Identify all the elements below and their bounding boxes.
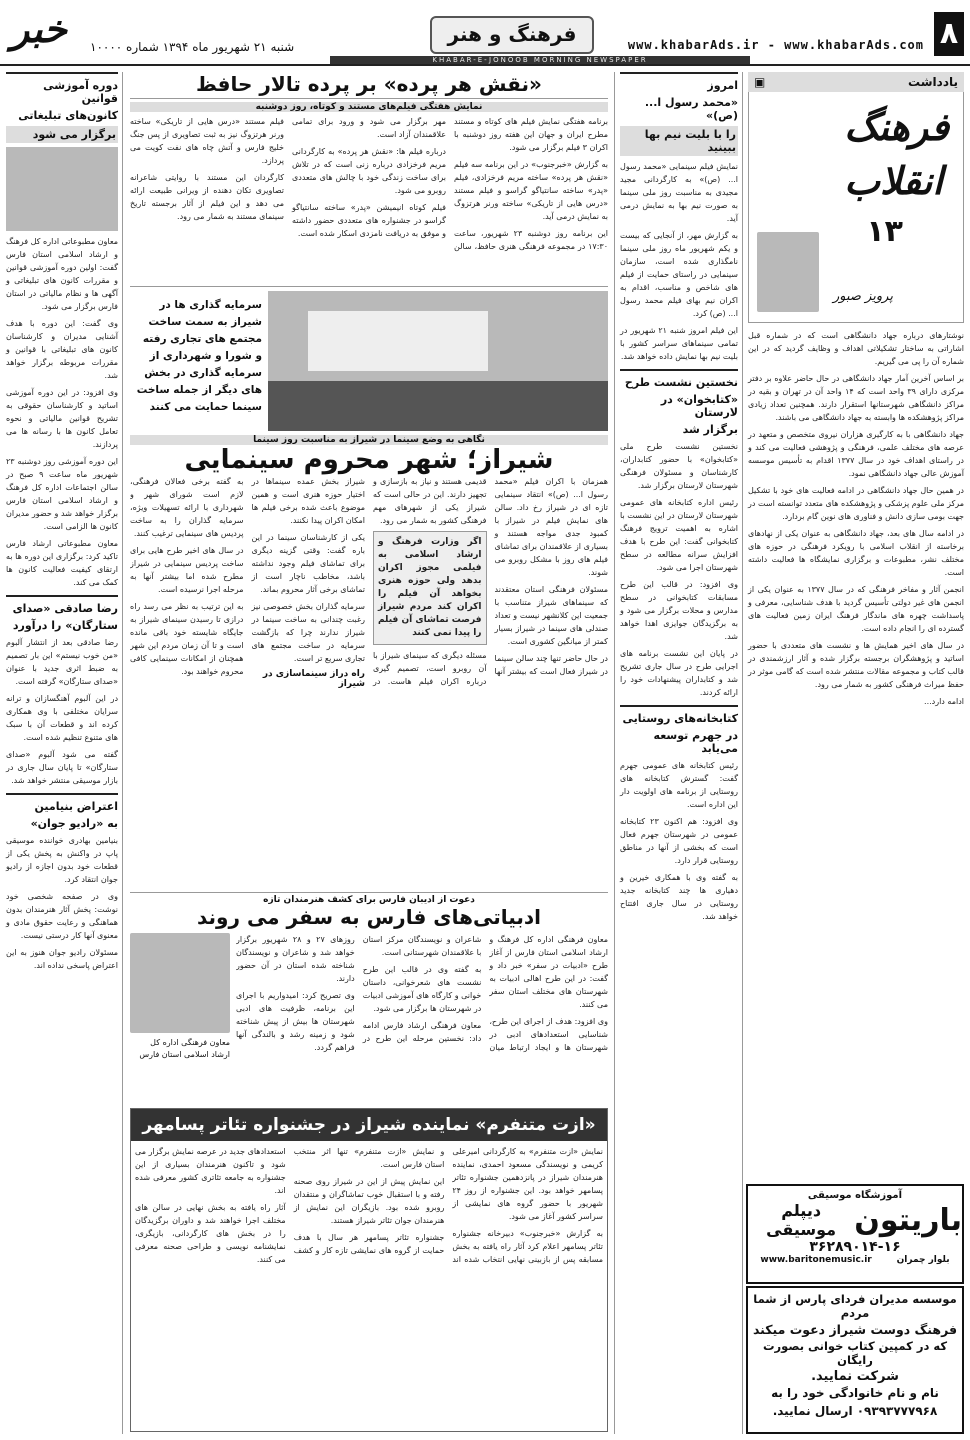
- story-reza-sadeghi: [6, 595, 118, 787]
- paragraph: نمایش فیلم سینمایی «محمد رسول ا... (ص)» به کارگردانی مجید مجیدی به مناسبت روز ملی سینما به صورت نیم بها به نمایش درمی آید.: [620, 162, 738, 223]
- note-icon: ▣: [754, 75, 766, 89]
- author-photo: [757, 232, 819, 312]
- story-rural-libraries: [620, 705, 738, 923]
- paragraph: رئیس اداره کتابخانه های عمومی شهرستان لارستان در این نشست با اشاره به اهمیت ترویج فرهنگ کتابخوانی گفت: این طرح با هدف افزایش سرانه مطالعه در سطح شهرستان اجرا می شود.: [620, 498, 738, 572]
- paragraph: به این ترتیب به نظر می رسد راه درازی تا رسیدن سینمای شیراز به جایگاه شایسته خود باقی مانده است و تا آن زمان مردم این شهر همچنان از امکانات سینمایی کافی محروم خواهند بود.: [130, 602, 244, 676]
- seats-shape: [268, 381, 608, 431]
- paragraph: نخستین نشست طرح ملی «کتابخوان» با حضور کتابداران، کارشناسان و مسئولان فرهنگی شهرستان لارستان برگزار شد.: [620, 442, 738, 490]
- banner-title: «ازت متنفرم» نماینده شیراز در جشنواره تئاتر پسامهر: [131, 1109, 607, 1141]
- literature-body: [130, 933, 608, 1103]
- ad-line: نام و نام خانوادگی خود را به: [771, 1386, 939, 1400]
- art-title-line2: انقلاب: [844, 158, 943, 203]
- story-title: را با بلیت نیم بها ببینید: [620, 126, 738, 156]
- paragraph: به گفته وی با همکاری خیرین و دهیاری ها چند کتابخانه جدید روستایی در سال جاری افتتاح خواهد شد.: [620, 873, 738, 921]
- story-ad-agencies: [6, 72, 118, 589]
- paragraph: بر اساس آخرین آمار جهاد دانشگاهی در حال حاضر علاوه بر دفتر مرکزی دارای ۳۹ واحد است که ۱۴ واحد آن در تهران و بقیه در مراکز دانشگاهی شهرستانها استقرار دارند. همچنین تعداد زیادی مراکز پژوهشکده ها وابسته به جهاد دانشگاهی می باشند.: [748, 374, 965, 422]
- ad-line: فرهنگ دوست شیراز دعوت میکند: [752, 1322, 958, 1337]
- paragraph: مسئولان رادیو جوان هنوز به این اعتراض پاسخی نداده اند.: [6, 948, 118, 970]
- literature-article: [130, 892, 608, 1103]
- ad-line: موسسه مدیران فردای پارس از شما مردم: [753, 1292, 957, 1320]
- website-url[interactable]: www.khabarAds.ir - www.khabarAds.com: [627, 38, 924, 52]
- article-body: [131, 1141, 607, 1419]
- story-title: ستارگان» را درآورد: [12, 619, 118, 632]
- article-title: ادبیاتی‌های فارس به سفر می روند: [196, 905, 542, 929]
- paragraph: وی گفت: این دوره با هدف آشنایی مدیران و کارشناسان کانون های تبلیغاتی با قوانین و مقررات مربوطه برگزار خواهد شد.: [6, 319, 118, 380]
- ad-line: شرکت نمایید.: [811, 1369, 899, 1384]
- paragraph: مسئولان فرهنگی استان معتقدند که سینماهای شیراز متناسب با جمعیت این کلانشهر نیست و تعداد صندلی های سینما در شیراز بسیار کمتر از میانگین کشوری است.: [494, 585, 608, 646]
- story-title: «کتابخوان» در لارستان: [660, 393, 738, 419]
- cinema-quote: سرمایه گذاری ها در شیراز به سمت ساخت مجتمع های تجاری رفته و شورا و شهرداری از سرمایه گذاری در بخش های دیگر از جمله ساخت سینما حمایت می کنند: [136, 299, 262, 413]
- article-title: شیراز؛ شهر محروم سینمایی: [184, 445, 554, 475]
- story-title: کتابخانه‌های روستایی: [622, 712, 738, 725]
- ad-line: که در کمپین کتاب خوانی بصورت رایگان: [762, 1339, 948, 1367]
- column-divider: [122, 72, 123, 1434]
- hafez-article: [130, 72, 608, 282]
- paragraph: معاون مطبوعاتی ارشاد فارس تاکید کرد: برگزاری این دوره ها به ارتقای کیفیت فعالیت کانون ها کمک می کند.: [6, 539, 118, 587]
- dateline: شنبه ۲۱ شهریور ماه ۱۳۹۴ شماره ۱۰۰۰۰: [90, 40, 295, 54]
- paragraph: در این آلبوم آهنگسازان و ترانه سرایان مختلفی با وی همکاری کرده اند و قطعات آن با سبک های متنوع تنظیم شده است.: [6, 694, 118, 742]
- english-band: KHABAR-E-JONOOB MORNING NEWSPAPER: [330, 56, 750, 64]
- paragraph: رئیس کتابخانه های عمومی جهرم گفت: گسترش کتابخانه های روستایی از برنامه های اولویت دار این اداره است.: [620, 761, 738, 809]
- ad-label: آموزشگاه موسیقی: [807, 1190, 903, 1201]
- ad-phone: ۳۶۲۸۹۰۱۴-۱۶: [809, 1239, 901, 1255]
- pullquote: اگر وزارت فرهنگ و ارشاد اسلامی به فیلمی مجوز اکران بدهد ولی حوزه هنری بخواهد آن فیلم را اکران کند مردم شیراز فرصت تماشای آن فیلم را پیدا نمی کنند: [373, 531, 487, 645]
- music-school-ad[interactable]: [746, 1184, 964, 1284]
- paragraph: مسئله دیگری که سینمای شیراز با آن روبرو است، تصمیم گیری درباره اکران فیلم هاست. در شیراز بخش عمده سینماها در اختیار حوزه هنری است و همین موضوع باعث شده برخی فیلم ها امکان اکران پیدا نکنند.: [251, 477, 487, 686]
- paragraph: برنامه هفتگی نمایش فیلم های کوتاه و مستند مطرح ایران و جهان این هفته روز دوشنبه با اکران ۳ فیلم برگزار می شود.: [454, 117, 608, 152]
- paragraph: در ادامه سال های بعد، جهاد دانشگاهی به عنوان یکی از نهادهای برخاسته از انقلاب اسلامی با رویکرد فرهنگی در حوزه های مختلف نشر، مطبوعات و برگزاری نمایشگاه ها فعالیت داشته است.: [748, 529, 964, 577]
- story-title: کانون‌های تبلیغاتی: [18, 109, 118, 122]
- paragraph: به گزارش «خبرجنوب» دبیرخانه جشنواره تئاتر پسامهر اعلام کرد آثار راه یافته به بخش مسابقه پس از بازبینی نهایی انتخاب شده اند و نمایش «ازت متنفرم» تنها اثر منتخب استان فارس است.: [293, 1147, 603, 1264]
- column-art: [748, 92, 964, 323]
- story-title: اعتراض بنیامین: [34, 800, 118, 813]
- paragraph: به گزارش «خبرجنوب» در این برنامه سه فیلم «نقش هر پرده» ساخته مریم فرخزادی، فیلم «پدر» ساخته سانتیاگو گراسو و فیلم مستند «درس هایی از تاریکی» ساخته ورنر هرتزوگ به نمایش درمی آید.: [454, 160, 608, 221]
- paragraph: رضا صادقی بعد از انتشار آلبوم «من خوب نیستم» این بار تصمیم به ضبط اثری جدید با عنوان «صدای ستارگان» گرفته است.: [6, 638, 118, 686]
- paragraph: سرمایه گذاران بخش خصوصی نیز رغبت چندانی به ساخت سینما در شیراز ندارند چرا که بازگشت سرمایه در ساخت مجتمع های تجاری سریع تر است.: [251, 602, 365, 663]
- article-body: [236, 933, 608, 1103]
- paragraph: همزمان با اکران فیلم «محمد رسول ا... (ص)» انتقاد سینمایی تازه ای در شیراز رخ داد. سالن های نمایش فیلم در شیراز با کمبود جدی مواجه هستند و بسیاری از علاقمندان برای تماشای فیلم های روز با مشکل روبرو می شوند.: [494, 477, 608, 577]
- story-title: به «رادیو جوان»: [30, 817, 118, 830]
- page-number: ۸: [934, 12, 964, 56]
- story-title: «محمد رسول ا... (ص)»: [644, 96, 738, 122]
- ad-url[interactable]: www.baritonemusic.ir: [760, 1255, 872, 1265]
- paragraph: در همین حال جهاد دانشگاهی در ادامه فعالیت های خود با تشکیل مرکز ملی علوم پزشکی و پژوهشکده های متعدد توانسته است در جهت بومی سازی دانش و فناوری های نوین گام بردارد.: [748, 486, 964, 521]
- paragraph: در پایان این نشست برنامه های اجرایی طرح در سال جاری تشریح شد و کتابداران پیشنهادات خود را ارائه کردند.: [620, 649, 738, 697]
- paragraph: درباره فیلم ها: «نقش هر پرده» به کارگردانی مریم فرخزادی درباره زنی است که در تلاش برای ساخت زندگی خود با چالش های متعددی روبرو می شود.: [292, 147, 446, 195]
- screen-shape: [308, 311, 488, 371]
- column-divider: [614, 72, 615, 1434]
- paragraph: این نمایش پیش از این در شیراز روی صحنه رفته و با استقبال خوب تماشاگران و منتقدان روبرو شده بود. بازیگران این نمایش از هنرمندان جوان تئاتر شیراز هستند.: [293, 1177, 445, 1225]
- portrait-block: [130, 933, 230, 1103]
- paragraph: بنیامین بهادری خواننده موسیقی پاپ در واکنش به پخش یکی از قطعات خود بدون اجازه از رادیو جوان انتقاد کرد.: [6, 836, 118, 884]
- story-title: برگزار می شود: [6, 126, 118, 143]
- official-portrait: [130, 933, 230, 1033]
- masthead: [0, 0, 970, 66]
- theatre-article: [130, 1108, 608, 1432]
- ad-brand: باریتون: [854, 1202, 962, 1238]
- paragraph: این برنامه روز دوشنبه ۲۳ شهریور، ساعت ۱۷:۳۰ در مجموعه فرهنگی هنری حافظ، سالن مهر برگزار می شود و ورود برای تمامی علاقمندان آزاد است.: [292, 117, 608, 251]
- paragraph: فیلم کوتاه انیمیشن «پدر» ساخته سانتیاگو گراسو در جشنواره های متعددی حضور داشته و موفق به دریافت نامزدی اسکار شده است.: [292, 203, 446, 238]
- theatre-hall-photo: [268, 291, 608, 431]
- article-body: [130, 475, 608, 860]
- photo-caption: معاون فرهنگی اداره کل ارشاد اسلامی استان فارس: [139, 1038, 230, 1059]
- paragraph: به گفته برخی فعالان فرهنگی، لازم است شورای شهر و شهرداری با ارائه تسهیلات ویژه، سرمایه گذاران را به ساخت پردیس های سینمایی ترغیب کنند.: [130, 477, 244, 538]
- paragraph: وی در صفحه شخصی خود نوشت: پخش آثار هنرمندان بدون هماهنگی و رعایت حقوق مادی و معنوی آنها کار درستی نیست.: [6, 892, 118, 940]
- article-subtitle: نمایش هفتگی فیلم‌های مستند و کوتاه، روز دوشنبه: [130, 102, 608, 112]
- story-title: در جهرم توسعه می‌یابد: [653, 729, 738, 755]
- paragraph: یکی از کارشناسان سینما در این باره گفت: وقتی گزینه دیگری برای تماشای فیلم وجود نداشته باشد، مخاطب ناچار است از تماشای برخی آثار محروم بماند.: [251, 533, 365, 594]
- paragraph: در سال های اخیر همایش ها و نشست های متعددی با حضور اساتید و پژوهشگران برجسته برگزار شده و آثار ارزشمندی در قالب کتاب و مجموعه مقالات منتشر شده است که گامی موثر در حفظ میراث فرهنگی کشور به شمار می رود.: [748, 641, 964, 689]
- cinema-top: [130, 291, 608, 431]
- paragraph: معاون فرهنگی ارشاد فارس ادامه داد: نخستین مرحله این طرح در روزهای ۲۷ و ۲۸ شهریور برگزار خواهد شد و شاعران و نویسندگان شناخته شده استان در آن حضور دارند.: [236, 935, 482, 1043]
- paragraph: وی افزود: در این دوره آموزشی اساتید و کارشناسان حقوقی به تشریح قوانین مالیاتی و نحوه تعامل کانون ها با رسانه ها می پردازند.: [6, 388, 118, 449]
- news-column: [620, 72, 738, 1434]
- paragraph: فیلم مستند «درس هایی از تاریکی» ساخته ورنر هرتزوگ نیز به ثبت تصاویری از پس جنگ خلیج فارس و آتش چاه های نفت کویت می پردازد.: [130, 117, 284, 165]
- paragraph: این فیلم امروز شنبه ۲۱ شهریور در تمامی سینماهای سراسر کشور با بلیت نیم بها نمایش داده خواهد شد.: [620, 326, 739, 361]
- paragraph: در سال های اخیر طرح هایی برای ساخت پردیس سینمایی در شیراز مطرح شده اما بیشتر آنها به مرحله اجرا نرسیده است.: [130, 546, 244, 594]
- paragraph: جهاد دانشگاهی با به کارگیری هزاران نیروی متخصص و متعهد در عرصه های مختلف علمی، فرهنگی و پژوهشی فعالیت می کند و در راستای اهداف خود در سال ۱۳۷۷ اقدام به تأسیس موسسه آموزش عالی جهاد دانشگاهی نمود.: [748, 430, 964, 478]
- article-kicker: دعوت از ادیبان فارس برای کشف هنرمندان تازه: [263, 895, 475, 905]
- paragraph: به گزارش مهر، از آنجایی که بیست و یکم شهریور ماه روز ملی سینما نامگذاری شده است، سازمان سینمایی در راستای حمایت از فیلم های شاخص و مناسب، اقدام به اکران نیم بهای فیلم محمد رسول ا... (ص) کرد.: [620, 231, 738, 318]
- story-title: برگزار شد: [682, 423, 738, 436]
- story-title: دوره آموزشی قوانین: [43, 79, 118, 105]
- story-title: امروز: [707, 79, 738, 92]
- column-divider: [742, 72, 743, 1434]
- newspaper-logo: خبر: [11, 6, 67, 51]
- article-subhead: راه دراز سینماسازی در شیراز: [262, 669, 365, 689]
- editorial-column: [748, 72, 964, 1434]
- editorial-body: [748, 329, 964, 708]
- ad-address: بلوار چمران: [896, 1255, 950, 1265]
- paragraph: نوشتارهای درباره جهاد دانشگاهی است که در شماره قبل اشاراتی به ساختار تشکیلاتی اهداف و وظایف گردید که در این شماره آن را پی می گیریم.: [748, 331, 964, 366]
- story-title: رضا صادقی «صدای: [12, 602, 118, 615]
- section-title: فرهنگ و هنر: [430, 16, 594, 54]
- article-body: [130, 115, 608, 253]
- column-label: یادداشت: [908, 75, 958, 89]
- paragraph: معاون فرهنگی اداره کل فرهنگ و ارشاد اسلامی استان فارس از آغاز طرح «ادبیات در سفر» خبر داد و گفت: در این طرح اهالی ادبیات به شهرستان های مختلف استان سفر می کنند.: [489, 935, 608, 1009]
- cinema-article: [130, 286, 608, 887]
- paragraph: به گفته وی در قالب این طرح نشست های شعرخوانی، داستان خوانی و کارگاه های آموزشی ادبیات در شهرستان ها برگزار می شود.: [362, 965, 482, 1013]
- paragraph: گفته می شود آلبوم «صدای ستارگان» تا پایان سال جاری در بازار موسیقی منتشر خواهد شد.: [6, 750, 118, 785]
- ad-phone: ۰۹۳۹۳۷۷۷۹۶۸ ارسال نمایید.: [772, 1404, 938, 1418]
- paragraph: وی افزود: هم اکنون ۲۳ کتابخانه عمومی در شهرستان جهرم فعال است که بخشی از آنها در مناطق روستایی قرار دارد.: [620, 817, 739, 865]
- article-kicker: نگاهی به وضع سینما در شیراز به مناسبت روز سینما: [130, 435, 608, 445]
- art-title-line1: فرهنگ: [844, 104, 949, 149]
- official-photo: [6, 147, 118, 231]
- column-label-box: [748, 72, 964, 92]
- paragraph: انجمن آثار و مفاخر فرهنگی که در سال ۱۳۷۷ به عنوان یکی از انجمن های غیر دولتی تأسیس گردید با هدف شناسایی، معرفی و پاسداشت چهره های ماندگار فرهنگ ایران زمین فعالیت های گسترده ای را انجام داده است.: [748, 585, 964, 633]
- paragraph: نمایش «ازت متنفرم» به کارگردانی امیرعلی کریمی و نویسندگی مسعود احمدی، نماینده هنرمندان شیراز در پانزدهمین جشنواره تئاتر پسامهر خواهد بود. این جشنواره از روز ۲۴ شهریور با حضور گروه های نمایشی از سراسر کشور آغاز می شود.: [452, 1147, 603, 1221]
- paragraph: معاون مطبوعاتی اداره کل فرهنگ و ارشاد اسلامی استان فارس گفت: اولین دوره آموزشی قوانین و مقررات کانون های تبلیغاتی و آگهی ها و نظام مالیاتی در استان فارس برگزار می شود.: [6, 237, 118, 311]
- author-signature: پرویز صبور: [833, 289, 893, 304]
- paragraph: جشنواره تئاتر پسامهر هر سال با هدف حمایت از گروه های نمایشی تازه کار و کشف استعدادهای جدید در عرصه نمایش برگزار می شود و تاکنون هنرمندان بسیاری از این جشنواره به جامعه تئاتری کشور معرفی شده اند.: [135, 1147, 445, 1255]
- paragraph: در حال حاضر تنها چند سالن سینما در شیراز فعال است که بیشتر آنها قدیمی هستند و نیاز به بازسازی و تجهیز دارند. این در حالی است که شیراز یکی از شهرهای مهم فرهنگی کشور به شمار می رود.: [373, 477, 608, 676]
- paragraph: ادامه دارد...: [924, 697, 964, 706]
- story-cinema-ticket: [620, 72, 738, 363]
- paragraph: وی تصریح کرد: امیدواریم با اجرای این برنامه، ظرفیت های ادبی شهرستان ها بیش از پیش شناخته شود و زمینه رشد و بالندگی آنها فراهم گردد.: [236, 991, 355, 1052]
- paragraph: وی افزود: هدف از اجرای این طرح، شناسایی استعدادهای ادبی در شهرستان ها و ایجاد ارتباط میان شاعران و نویسندگان مرکز استان با علاقمندان شهرستانی است.: [362, 935, 608, 1052]
- ad-course: دیپلم موسیقی: [766, 1201, 837, 1239]
- story-title: نخستین نشست طرح: [624, 376, 738, 389]
- paragraph: وی افزود: در قالب این طرح مسابقات کتابخوانی در سطح مدارس و محلات برگزار می شود و به برگزیدگان جوایزی اهدا خواهد شد.: [620, 580, 738, 641]
- book-campaign-ad[interactable]: [746, 1286, 964, 1434]
- series-number: ۱۳: [866, 214, 903, 249]
- article-title: «نقش هر پرده» بر پرده تالار حافظ: [130, 72, 608, 99]
- story-book-reader: [620, 369, 738, 699]
- paragraph: آثار راه یافته به بخش نهایی در سالن های مختلف اجرا خواهند شد و داوران برگزیدگان را در بخش های کارگردانی، بازیگری، نمایشنامه نویسی و طراحی صحنه معرفی می کنند.: [135, 1203, 286, 1264]
- paragraph: کارگردان این مستند با روایتی شاعرانه تصاویری تکان دهنده از ویرانی طبیعت ارائه می دهد و این فیلم از آثار برجسته تاریخ سینمای مستند به شمار می رود.: [130, 173, 284, 221]
- story-benyamin: [6, 793, 118, 972]
- left-news-column: [6, 72, 118, 1434]
- paragraph: این دوره آموزشی روز دوشنبه ۲۳ شهریور ماه ساعت ۹ صبح در سالن اجتماعات اداره کل فرهنگ و ارشاد اسلامی استان فارس برگزار خواهد شد و حضور مدیران کانون ها الزامی است.: [6, 457, 118, 531]
